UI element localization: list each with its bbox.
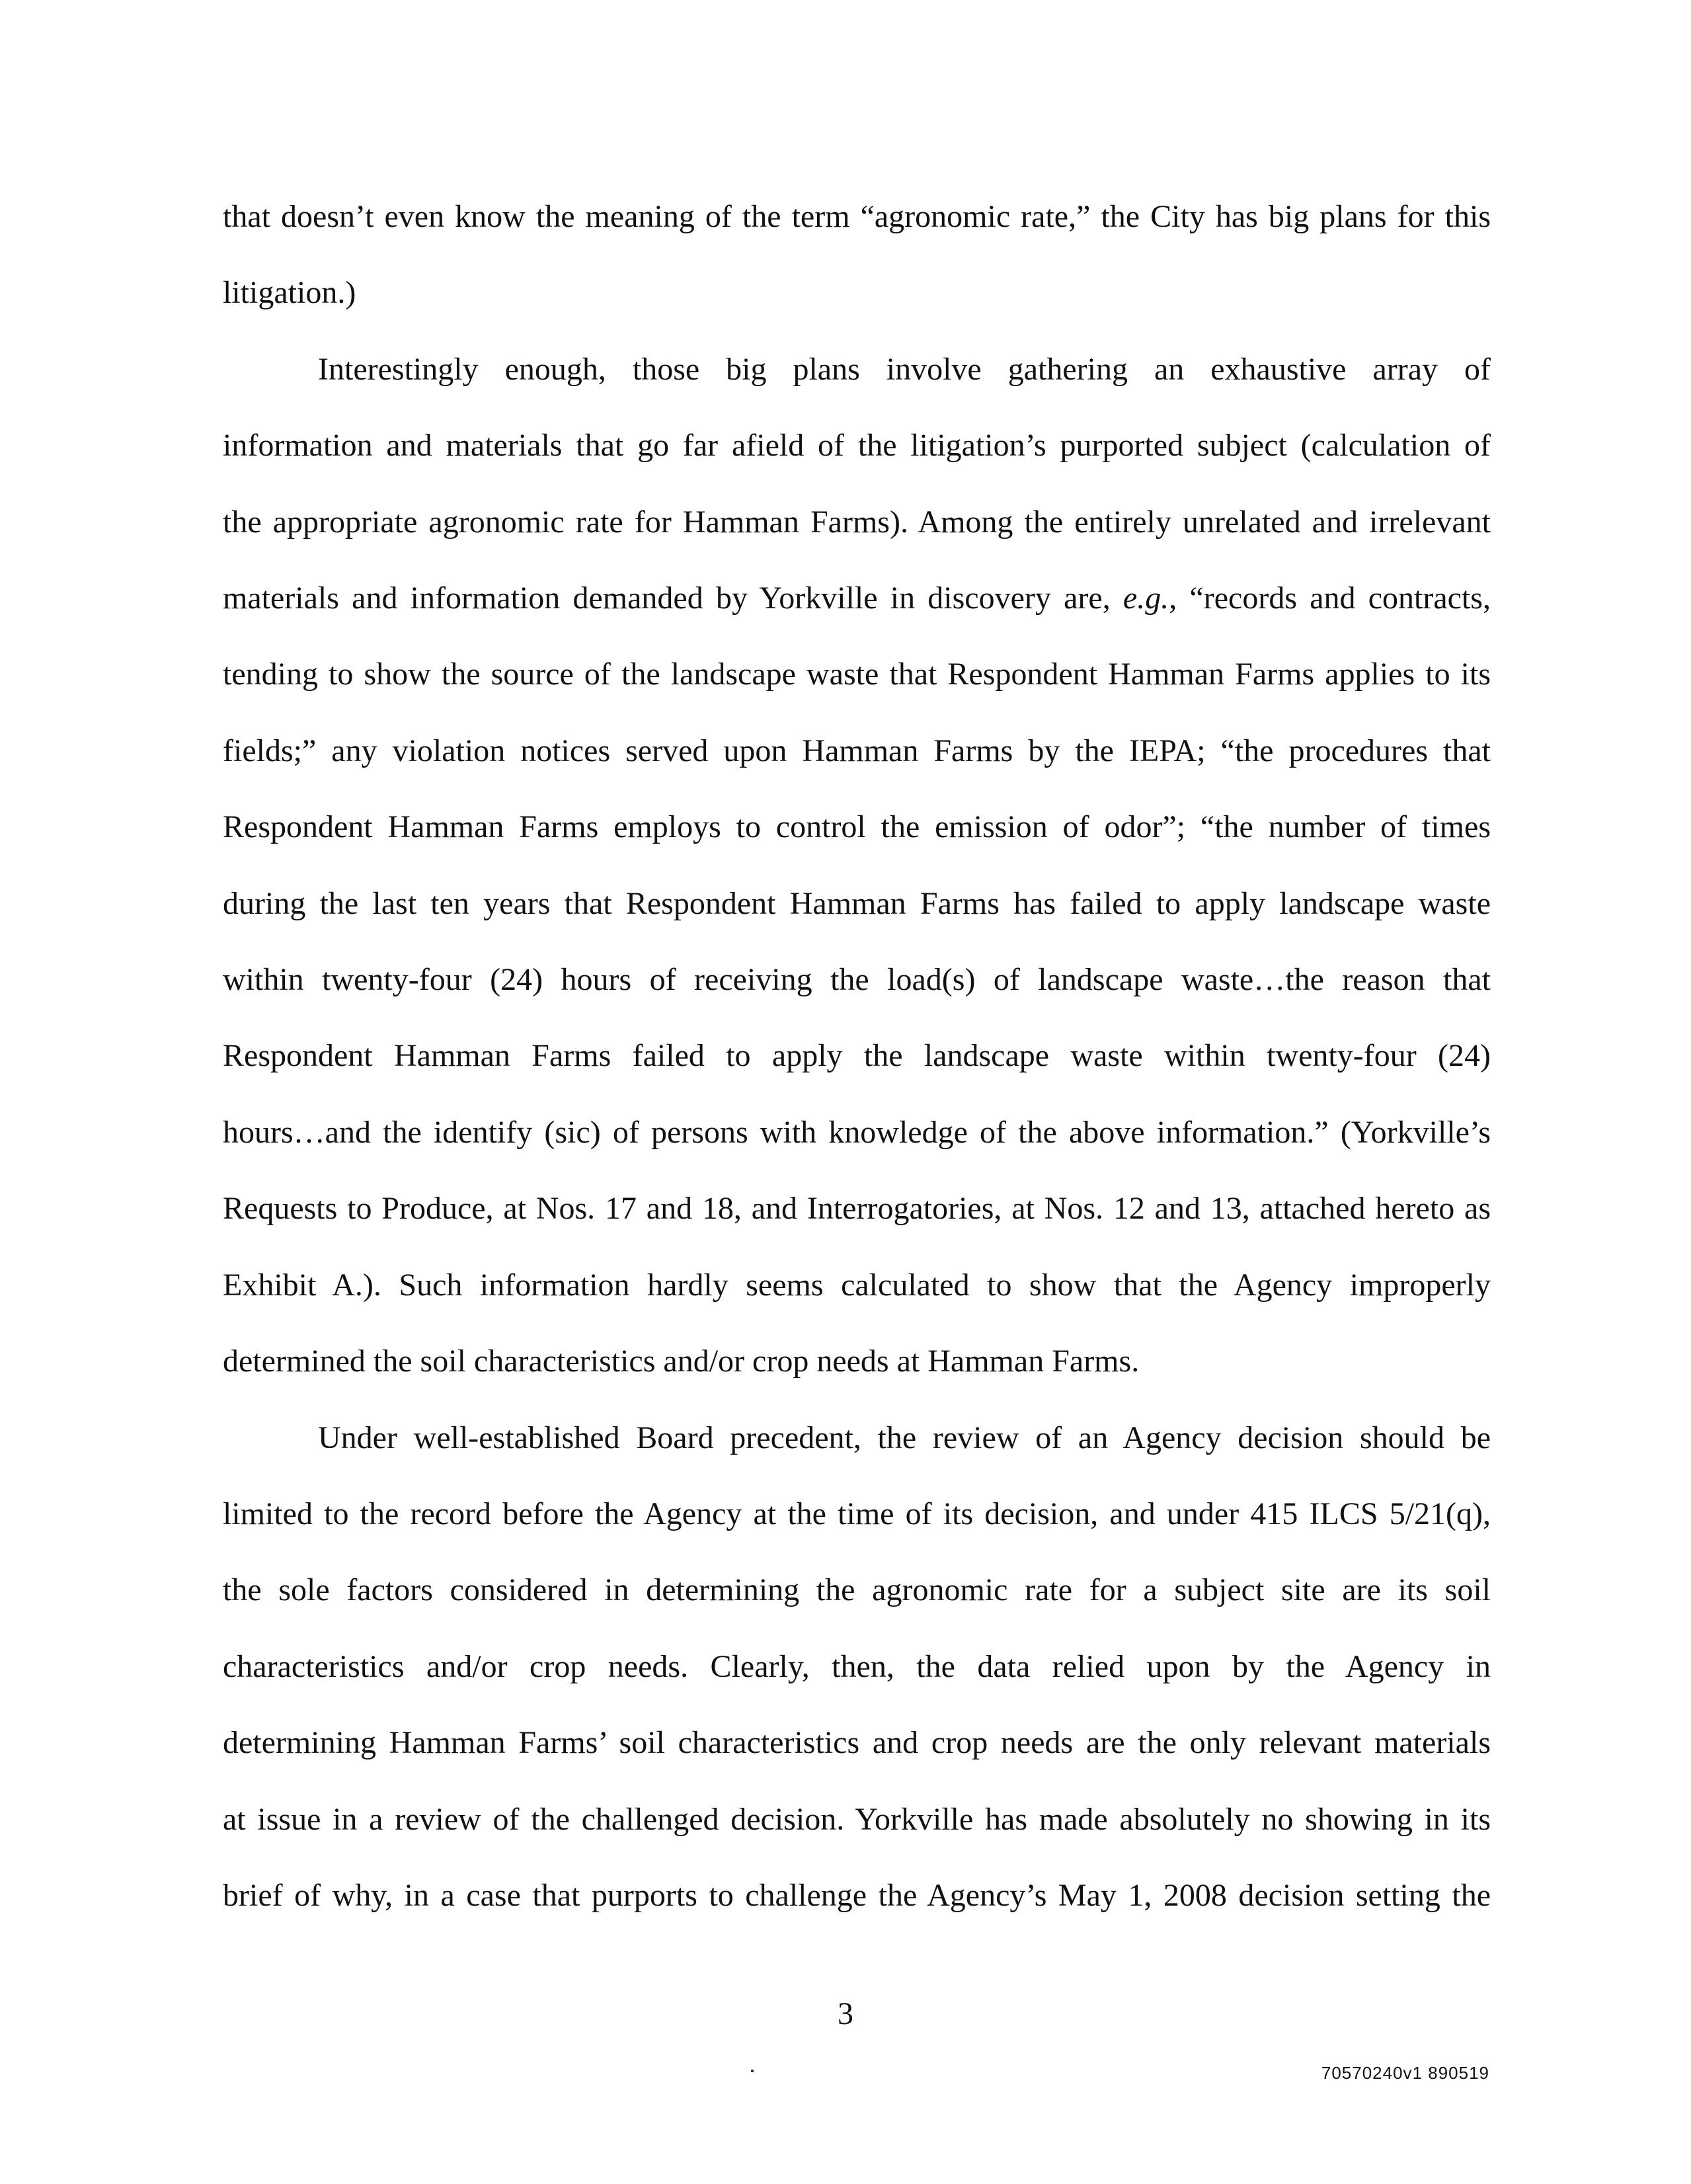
text-line: during the last ten years that Respondent Hamman Farms has failed to apply landscape waste (223, 885, 1491, 921)
text-line: at issue in a review of the challenged decision. Yorkville has made absolutely no showing in its (223, 1801, 1491, 1837)
paragraph-1 (223, 179, 1491, 331)
text-line: that doesn’t even know the meaning of the term “agronomic rate,” the City has big plans for this (223, 199, 1491, 234)
paragraph-3 (223, 1400, 1491, 1934)
document-id: 70570240v1 890519 (1321, 2063, 1489, 2083)
body-text (223, 179, 1491, 1933)
page-number: 3 (838, 1996, 853, 2031)
text-line: materials and information demanded by Yorkville in discovery are, e.g., “records and contracts, (223, 581, 1491, 616)
scan-speck (751, 2070, 754, 2072)
italic-eg: e.g. (1122, 581, 1169, 616)
text-line: fields;” any violation notices served upon Hamman Farms by the IEPA; “the procedures that (223, 733, 1491, 768)
text-line: characteristics and/or crop needs. Clearly, then, the data relied upon by the Agency in (223, 1648, 1491, 1684)
text-line: litigation.) (223, 275, 356, 311)
text-line: hours…and the identify (sic) of persons with knowledge of the above information.” (Yorkville’s (223, 1114, 1491, 1150)
paragraph-2 (223, 331, 1491, 1400)
text-line: brief of why, in a case that purports to challenge the Agency’s May 1, 2008 decision setting the (223, 1877, 1491, 1913)
text-line: determining Hamman Farms’ soil characteristics and crop needs are the only relevant materials (223, 1725, 1491, 1761)
text-line: Respondent Hamman Farms employs to control the emission of odor”; “the number of times (223, 809, 1491, 845)
text-line: the sole factors considered in determining the agronomic rate for a subject site are its soil (223, 1572, 1491, 1608)
text-line: Under well-established Board precedent, the review of an Agency decision should be (318, 1420, 1491, 1455)
text-line: Requests to Produce, at Nos. 17 and 18, and Interrogatories, at Nos. 12 and 13, attached hereto as (223, 1191, 1491, 1227)
text-line: tending to show the source of the landscape waste that Respondent Hamman Farms applies to its (223, 657, 1491, 692)
text-line: within twenty-four (24) hours of receiving the load(s) of landscape waste…the reason that (223, 962, 1491, 998)
text-line: Exhibit A.). Such information hardly seems calculated to show that the Agency improperly (223, 1267, 1491, 1303)
text-line: Interestingly enough, those big plans involve gathering an exhaustive array of (318, 351, 1491, 387)
text-line: the appropriate agronomic rate for Hamman Farms). Among the entirely unrelated and irrelevant (223, 504, 1491, 540)
text-line: Respondent Hamman Farms failed to apply the landscape waste within twenty-four (24) (223, 1038, 1491, 1074)
text-line: information and materials that go far afield of the litigation’s purported subject (calculation of (223, 428, 1491, 464)
text-line: limited to the record before the Agency at the time of its decision, and under 415 ILCS 5/21(q), (223, 1496, 1491, 1531)
text-line: determined the soil characteristics and/or crop needs at Hamman Farms. (223, 1344, 1140, 1379)
